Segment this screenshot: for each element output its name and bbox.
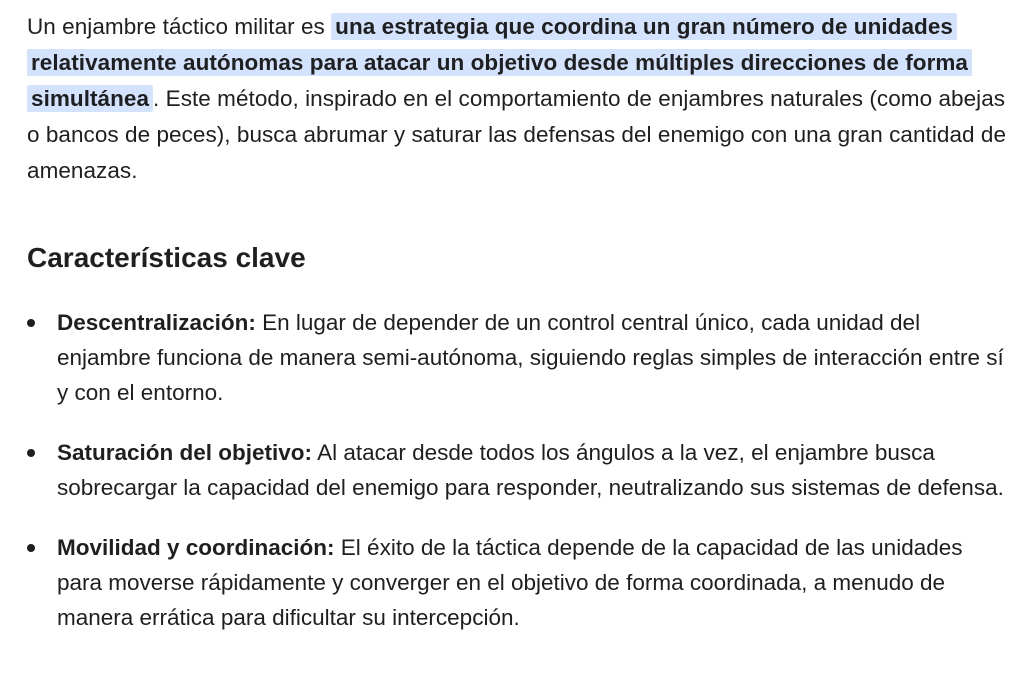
list-item xyxy=(27,435,1007,505)
list-item-term: Saturación del objetivo: xyxy=(57,440,313,465)
bullet-icon xyxy=(27,544,35,552)
list-item-term: Descentralización: xyxy=(57,310,256,335)
intro-lead: Un enjambre táctico militar es xyxy=(27,14,325,39)
key-characteristics-list xyxy=(27,305,1007,635)
list-item-term: Movilidad y coordinación: xyxy=(57,535,335,560)
bullet-icon xyxy=(27,449,35,457)
list-item-text: Al atacar desde todos los ángulos a la vez, el enjambre busca sobrecargar la capacidad del enemigo para responder, neutralizando sus sistemas de defensa. xyxy=(57,440,1004,500)
intro-paragraph xyxy=(27,9,1007,189)
list-item xyxy=(27,305,1007,410)
list-item-text: El éxito de la táctica depende de la capacidad de las unidades para moverse rápidamente y converger en el objetivo de forma coordinada, a menudo de manera errática para dificultar su intercepción. xyxy=(57,535,963,630)
list-item xyxy=(27,530,1007,635)
section-heading: Características clave xyxy=(27,242,306,273)
list-item-text: En lugar de depender de un control central único, cada unidad del enjambre funciona de manera semi-autónoma, siguiendo reglas simples de interacción entre sí y con el entorno. xyxy=(57,310,1004,405)
intro-rest: . Este método, inspirado en el comportamiento de enjambres naturales (como abejas o bancos de peces), busca abrumar y saturar las defensas del enemigo con una gran cantidad de amenazas. xyxy=(27,86,1007,183)
highlighted-definition: una estrategia que coordina un gran número de unidades relativamente autónomas para atacar un objetivo desde múltiples direcciones de forma simultánea xyxy=(27,13,972,112)
bullet-icon xyxy=(27,319,35,327)
